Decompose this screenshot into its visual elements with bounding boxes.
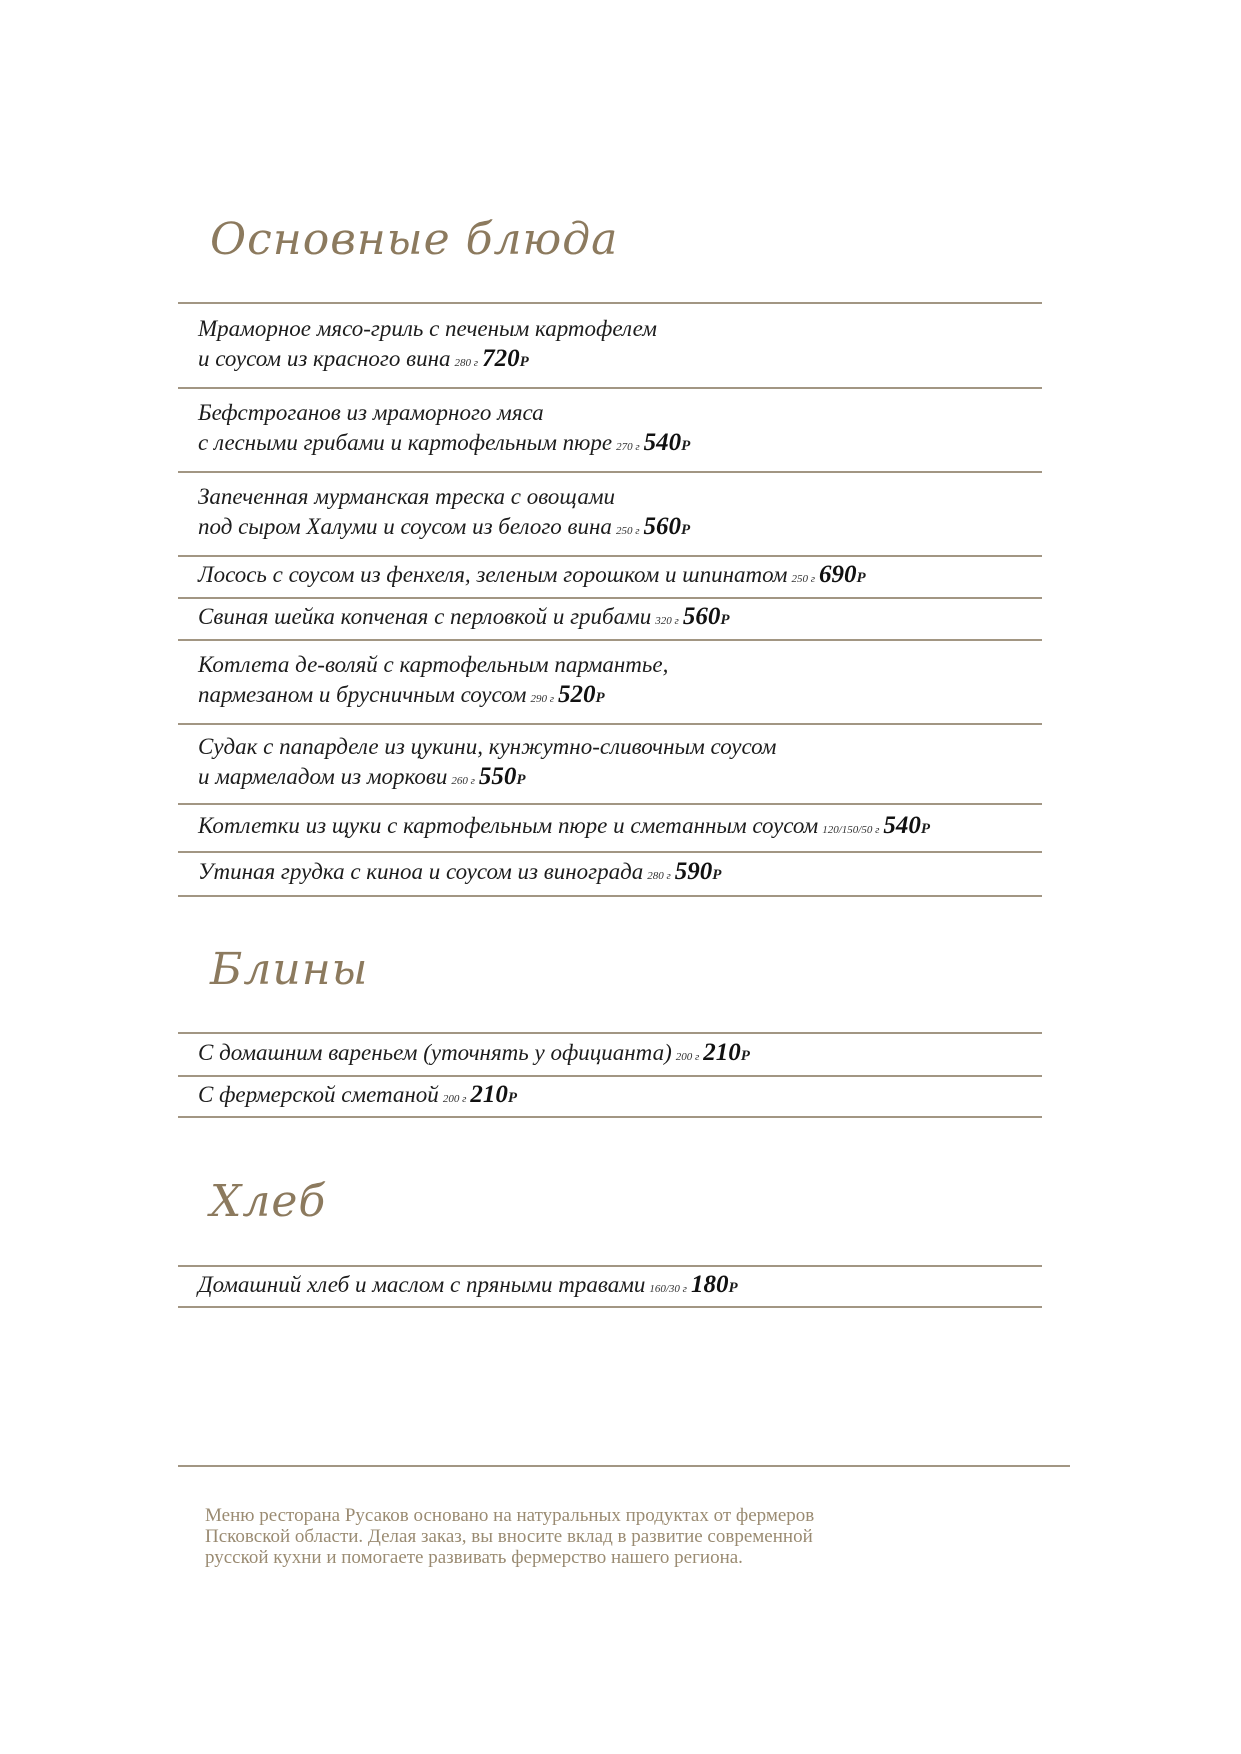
item-name-line1: Домашний хлеб и маслом с пряными травами [198,1271,646,1297]
item-name-line2: с лесными грибами и картофельным пюре [198,430,613,455]
menu-item [178,851,1042,897]
item-name-line1: Мраморное мясо-гриль с печеным картофелем [198,315,657,341]
item-price: 560 [682,603,721,630]
item-price: 550 [478,763,517,790]
item-name-line1: С фермерской сметаной [198,1081,439,1107]
currency-symbol: Р [740,1047,750,1064]
item-weight: 280 г [454,356,479,369]
currency-symbol: Р [507,1089,518,1106]
item-name-line2: и соусом из красного вина [198,345,451,371]
item-weight: 260 г [451,775,475,787]
currency-symbol: Р [516,772,526,788]
item-price: 540 [643,429,682,456]
currency-symbol: Р [595,690,605,706]
item-price: 180 [690,1270,729,1298]
menu-item [178,803,1042,851]
item-weight: 270 г [616,441,640,453]
menu-item [178,471,1042,555]
item-name-line1: Бефстроганов из мраморного мяса [198,400,544,425]
item-name-line1: Котлета де-воляй с картофельным пармантье, [198,652,669,677]
footer-note [205,1505,1005,1568]
item-weight: 160/30 г [649,1282,687,1295]
footer-line: русской кухни и помогаете развивать фермерство нашего региона. [205,1547,743,1568]
item-name-line1: Утиная грудка с киноа и соусом из винограда [198,859,644,884]
item-weight: 290 г [530,693,554,705]
menu-item [178,555,1042,597]
item-price: 520 [557,681,596,708]
item-name-line1: Котлетки из щуки с картофельным пюре и сметанным соусом [198,813,819,838]
item-weight: 200 г [675,1050,700,1063]
item-name-line1: Свиная шейка копченая с перловкой и грибами [198,604,652,629]
item-price: 540 [883,812,921,839]
currency-symbol: Р [519,353,529,370]
section-title-main-dishes: Основные блюда [210,214,619,265]
menu-item [178,302,1042,387]
currency-symbol: Р [728,1279,738,1296]
section-title-bread: Хлеб [210,1176,327,1227]
item-name-line1: Запеченная мурманская треска с овощами [198,484,616,509]
currency-symbol: Р [680,522,691,538]
menu-item [178,597,1042,639]
section-title-pancakes: Блины [210,944,369,995]
item-name-line2: под сыром Халуми и соусом из белого вина [198,514,612,539]
currency-symbol: Р [856,570,866,586]
item-name-line2: и мармеладом из моркови [198,764,448,789]
menu-item [178,723,1042,803]
pancakes-list [178,1032,1042,1118]
item-weight: 320 г [655,615,679,627]
footer-line: Псковской области. Делая заказ, вы вносите вклад в развитие современной [205,1526,813,1547]
currency-symbol: Р [681,438,691,454]
item-price: 590 [674,858,713,885]
main-dishes-list [178,302,1042,897]
menu-item [178,1032,1042,1075]
item-name-line1: Лосось с соусом из фенхеля, зеленым горошком и шпинатом [198,562,788,587]
menu-item [178,1075,1042,1118]
currency-symbol: Р [720,612,730,628]
item-weight: 250 г [615,525,640,537]
item-price: 210 [470,1080,508,1108]
currency-symbol: Р [920,821,931,837]
item-price: 560 [643,513,681,540]
item-name-line1: Судак с папарделе из цукини, кунжутно-сливочным соусом [198,734,777,759]
footer-divider [178,1465,1070,1467]
item-price: 720 [482,344,520,372]
item-price: 210 [703,1038,741,1066]
item-weight: 120/150/50 г [822,824,880,836]
item-weight: 280 г [647,870,671,882]
bread-list [178,1265,1042,1308]
item-weight: 250 г [791,573,815,585]
menu-item [178,387,1042,471]
footer-line: Меню ресторана Русаков основано на натуральных продуктах от фермеров [205,1505,815,1526]
menu-item [178,639,1042,723]
item-weight: 200 г [442,1092,467,1105]
currency-symbol: Р [712,867,722,883]
item-name-line2: пармезаном и брусничным соусом [198,682,527,707]
item-name-line1: С домашним вареньем (уточнять у официанта) [198,1039,672,1065]
menu-item [178,1265,1042,1308]
item-price: 690 [819,561,857,588]
